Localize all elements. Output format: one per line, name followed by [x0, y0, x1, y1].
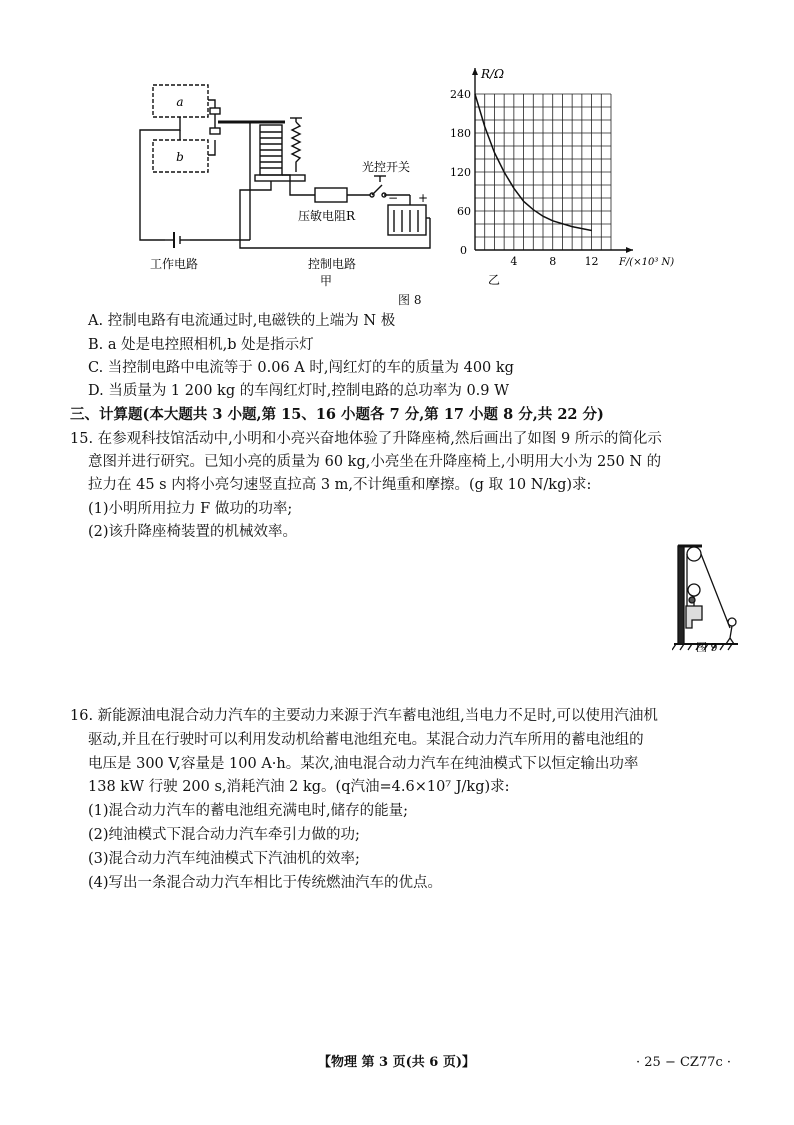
- exam-code: · 25 − CZ77c ·: [636, 1055, 732, 1070]
- fixed-pulley: [687, 547, 701, 561]
- light-switch-label: 光控开关: [362, 160, 411, 174]
- y-tick-label: 180: [450, 127, 471, 140]
- page-footer: 【物理 第 3 页(共 6 页)】: [318, 1055, 476, 1070]
- y-tick-label: 60: [457, 205, 471, 218]
- battery-plus: +: [418, 191, 429, 205]
- work-circuit-label: 工作电路: [150, 257, 199, 271]
- y-axis-label: R/Ω: [481, 67, 505, 81]
- resistor-label: 压敏电阻R: [298, 209, 356, 223]
- x-tick-label: 12: [584, 255, 599, 268]
- figure8-caption: 图 8: [398, 293, 422, 307]
- x-tick-label: 8: [549, 255, 557, 268]
- q15-line-3: 拉力在 45 s 内将小亮匀速竖直拉高 3 m,不计绳重和摩擦。(g 取 10 N/kg)求:: [88, 477, 592, 493]
- control-circuit-label: 控制电路: [308, 257, 357, 271]
- movable-pulley: [688, 584, 700, 596]
- q15-line-4: (1)小明所用拉力 F 做功的功率;: [88, 501, 293, 517]
- option-c: C. 当控制电路中电流等于 0.06 A 时,闯红灯的车的质量为 400 kg: [88, 360, 514, 376]
- circuit-diagram: [130, 80, 440, 295]
- option-b: B. a 处是电控照相机,b 处是指示灯: [88, 337, 314, 353]
- x-axis-arrow: [626, 247, 633, 253]
- q16-line-5: (1)混合动力汽车的蓄电池组充满电时,储存的能量;: [88, 803, 409, 819]
- section-3-heading: 三、计算题(本大题共 3 小题,第 15、16 小题各 7 分,第 17 小题 8 分,共 22 分): [70, 406, 604, 423]
- y-axis-arrow: [472, 68, 478, 75]
- x-tick-label: 4: [510, 255, 518, 268]
- q15-line-5: (2)该升降座椅装置的机械效率。: [88, 524, 298, 540]
- q16-line-4: 138 kW 行驶 200 s,消耗汽油 2 kg。(q汽油=4.6×10⁷ J/kg)求:: [88, 779, 510, 795]
- x-axis-label: F/(×10³ N): [619, 257, 675, 268]
- q16-line-6: (2)纯油模式下混合动力汽车牵引力做的功;: [88, 827, 360, 843]
- option-d: D. 当质量为 1 200 kg 的车闯红灯时,控制电路的总功率为 0.9 W: [88, 383, 510, 399]
- panel-jia: 甲: [320, 274, 333, 288]
- lift-seat-figure: [672, 540, 742, 652]
- pressure-resistor-r: [315, 188, 347, 202]
- panel-yi: 乙: [488, 273, 501, 287]
- rf-chart: [440, 58, 680, 290]
- y-tick-label: 120: [450, 166, 471, 179]
- y-tick-label: 240: [450, 88, 471, 101]
- option-a: A. 控制电路有电流通过时,电磁铁的上端为 N 极: [88, 313, 396, 329]
- box-b-label: b: [176, 150, 184, 164]
- q15-line-2: 意图并进行研究。已知小亮的质量为 60 kg,小亮坐在升降座椅上,小明用大小为 250 N 的: [88, 454, 662, 470]
- figure9-caption: 图 9: [696, 641, 718, 652]
- q16-line-3: 电压是 300 V,容量是 100 A·h。某次,油电混合动力汽车在纯油模式下以恒定输出功率: [88, 756, 639, 772]
- x-tick-label: 0: [460, 244, 467, 257]
- q16-line-7: (3)混合动力汽车纯油模式下汽油机的效率;: [88, 851, 360, 867]
- q16-line-2: 驱动,并且在行驶时可以利用发动机给蓄电池组充电。某混合动力汽车所用的蓄电池组的: [88, 732, 644, 748]
- battery-minus: −: [388, 191, 399, 205]
- box-a-label: a: [176, 95, 184, 109]
- q16-line-1: 16. 新能源油电混合动力汽车的主要动力来源于汽车蓄电池组,当电力不足时,可以使用汽油机: [70, 708, 658, 724]
- q15-line-1: 15. 在参观科技馆活动中,小明和小亮兴奋地体验了升降座椅,然后画出了如图 9 所示的简化示: [70, 431, 662, 447]
- q16-line-8: (4)写出一条混合动力汽车相比于传统燃油汽车的优点。: [88, 875, 443, 891]
